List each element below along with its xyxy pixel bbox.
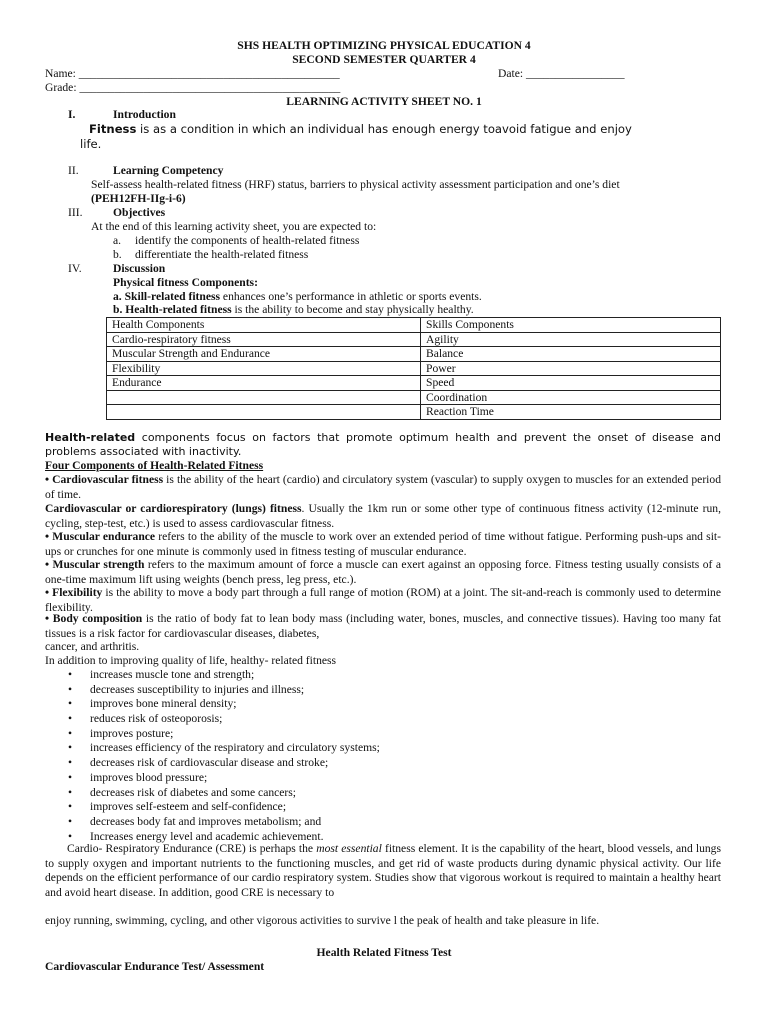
flexibility-paragraph <box>45 586 721 615</box>
objectives-number: III. <box>68 206 83 219</box>
muscular-strength-term: • Muscular strength <box>45 558 145 571</box>
list-item: • increases efficiency of the respiratory and circulatory systems; <box>72 741 380 756</box>
discussion-heading: Discussion <box>113 262 166 275</box>
cardiorespiratory-term: Cardiovascular or cardiorespiratory (lungs) fitness <box>45 502 302 515</box>
table-header-row <box>107 318 721 333</box>
body-composition-term: • Body composition <box>45 612 143 625</box>
objectives-intro: At the end of this learning activity sheet, you are expected to: <box>91 220 377 233</box>
list-item: • reduces risk of osteoporosis; <box>72 712 380 727</box>
table-cell: Reaction Time <box>421 405 721 420</box>
skill-related-term: a. Skill-related fitness <box>113 290 221 303</box>
page-subtitle: SECOND SEMESTER QUARTER 4 <box>292 53 476 66</box>
health-related-definition <box>113 303 474 318</box>
benefits-intro: In addition to improving quality of life, healthy- related fitness <box>45 654 337 667</box>
intro-definition: is as a condition in which an individual has enough energy toavoid fatigue and enjoy <box>136 122 632 136</box>
grade-field: Grade: _____________________________________________ <box>45 81 341 94</box>
cre-emphasis: most essential <box>316 842 382 855</box>
objective-a-marker: a. <box>113 234 122 247</box>
list-item: • decreases susceptibility to injuries and illness; <box>72 683 380 698</box>
cre-paragraph <box>45 842 721 900</box>
cre-closing: enjoy running, swimming, cycling, and other vigorous activities to survive l the peak of health and take pleasure in life. <box>45 914 600 927</box>
cardiovascular-text: is the ability of the heart (cardio) and circulatory system (vascular) to supply oxygen to muscles for an extended period of time. <box>45 473 721 501</box>
table-cell: Cardio-respiratory fitness <box>107 332 421 347</box>
table-cell <box>107 390 421 405</box>
table-cell: Endurance <box>107 376 421 391</box>
intro-heading: Introduction <box>113 108 176 121</box>
list-item: • Increases energy level and academic achievement. <box>72 830 380 845</box>
flexibility-text: is the ability to move a body part through a full range of motion (ROM) at a joint. The sit-and-reach is commonly used to determine flexibility. <box>45 586 721 614</box>
competency-number: II. <box>68 164 79 177</box>
muscular-strength-paragraph <box>45 558 721 587</box>
health-related-body: components focus on factors that promote optimum health and prevent the onset of disease and problems associated with inactivity. <box>45 431 721 458</box>
list-item: • improves blood pressure; <box>72 771 380 786</box>
list-item: • improves posture; <box>72 727 380 742</box>
objective-b: differentiate the health-related fitness <box>135 248 309 261</box>
body-composition-end: cancer, and arthritis. <box>45 640 140 653</box>
muscular-endurance-term: • Muscular endurance <box>45 530 156 543</box>
fitness-test-heading: Health Related Fitness Test <box>316 946 452 959</box>
health-related-label: Health-related <box>45 431 136 444</box>
competency-text: Self-assess health-related fitness (HRF) status, barriers to physical activity assessment participation and one’s diet <box>91 178 620 191</box>
table-cell: Agility <box>421 332 721 347</box>
table-cell: Balance <box>421 347 721 362</box>
table-cell: Muscular Strength and Endurance <box>107 347 421 362</box>
benefits-list <box>72 668 380 844</box>
list-item: • decreases body fat and improves metabolism; and <box>72 815 380 830</box>
health-related-text: is the ability to become and stay physically healthy. <box>231 303 474 316</box>
components-heading: Physical fitness Components: <box>113 276 258 289</box>
health-related-term: b. Health-related fitness <box>113 303 232 316</box>
table-header-cell: Skills Components <box>421 318 721 333</box>
body-composition-text: is the ratio of body fat to lean body mass (including water, bones, muscles, and connective tissues). Having too many fat tissues is a risk factor for cardiovascular diseases, diabetes, <box>45 612 721 640</box>
competency-heading: Learning Competency <box>113 164 224 177</box>
list-item: • decreases risk of diabetes and some cancers; <box>72 786 380 801</box>
sheet-title: LEARNING ACTIVITY SHEET NO. 1 <box>286 95 482 108</box>
page-title: SHS HEALTH OPTIMIZING PHYSICAL EDUCATION 4 <box>237 39 531 52</box>
body-composition-paragraph <box>45 612 721 641</box>
objectives-heading: Objectives <box>113 206 166 219</box>
discussion-number: IV. <box>68 262 82 275</box>
list-item: • improves bone mineral density; <box>72 697 380 712</box>
intro-term: Fitness <box>89 122 137 136</box>
table-row <box>107 361 721 376</box>
list-item: • decreases risk of cardiovascular disease and stroke; <box>72 756 380 771</box>
objective-a: identify the components of health-related fitness <box>135 234 360 247</box>
intro-paragraph-end: life. <box>80 137 102 151</box>
name-field: Name: _____________________________________________ <box>45 67 340 80</box>
table-row <box>107 332 721 347</box>
competency-code: (PEH12FH-IIg-i-6) <box>91 192 186 205</box>
muscular-endurance-text: refers to the ability of the muscle to work over an extended period of time without fatigue. Performing push-ups and sit-ups or crunches for one minute is commonly used in fitness testing of muscular endurance. <box>45 530 721 558</box>
skill-related-text: enhances one’s performance in athletic or sports events. <box>220 290 482 303</box>
table-cell: Coordination <box>421 390 721 405</box>
table-cell <box>107 405 421 420</box>
cardiovascular-term: • Cardiovascular fitness <box>45 473 164 486</box>
cardiovascular-paragraph <box>45 473 721 502</box>
muscular-strength-text: refers to the maximum amount of force a muscle can exert against an opposing force. Fitness testing usually consists of a one-time maximum lift using weights (bench press, leg press, etc.). <box>45 558 721 586</box>
intro-number: I. <box>68 108 76 121</box>
list-item: • increases muscle tone and strength; <box>72 668 380 683</box>
cardiorespiratory-paragraph <box>45 502 721 531</box>
table-row <box>107 347 721 362</box>
table-cell: Power <box>421 361 721 376</box>
components-table <box>106 317 721 420</box>
date-field: Date: _________________ <box>498 67 625 80</box>
flexibility-term: • Flexibility <box>45 586 103 599</box>
cre-text-start: Cardio- Respiratory Endurance (CRE) is perhaps the <box>67 842 317 855</box>
table-cell: Flexibility <box>107 361 421 376</box>
list-item: • improves self-esteem and self-confidence; <box>72 800 380 815</box>
four-components-heading: Four Components of Health-Related Fitness <box>45 459 264 472</box>
table-cell: Speed <box>421 376 721 391</box>
table-row <box>107 376 721 391</box>
health-related-paragraph <box>45 431 721 458</box>
objective-b-marker: b. <box>113 248 122 261</box>
table-header-cell: Health Components <box>107 318 421 333</box>
intro-paragraph <box>89 122 632 137</box>
table-row <box>107 405 721 420</box>
muscular-endurance-paragraph <box>45 530 721 559</box>
cardiorespiratory-text: . Usually the 1km run or some other type of continuous fitness activity (12-minute run, cycling, step-test, etc.) is used to assess cardiovascular fitness. <box>45 502 721 530</box>
cardiovascular-test-heading: Cardiovascular Endurance Test/ Assessment <box>45 960 265 973</box>
cre-text-rest: fitness element. It is the capability of the heart, blood vessels, and lungs to supply oxygen and important nutrients to the functioning muscles, and get rid of waste products during dynamic physical activity. Our life depends on the efficient performance of our cardio respiratory system. Studies show that vigorous workout is required to maintain a healthy heart and avoid heart disease. In addition, good CRE is necessary to <box>45 842 721 899</box>
table-row <box>107 390 721 405</box>
